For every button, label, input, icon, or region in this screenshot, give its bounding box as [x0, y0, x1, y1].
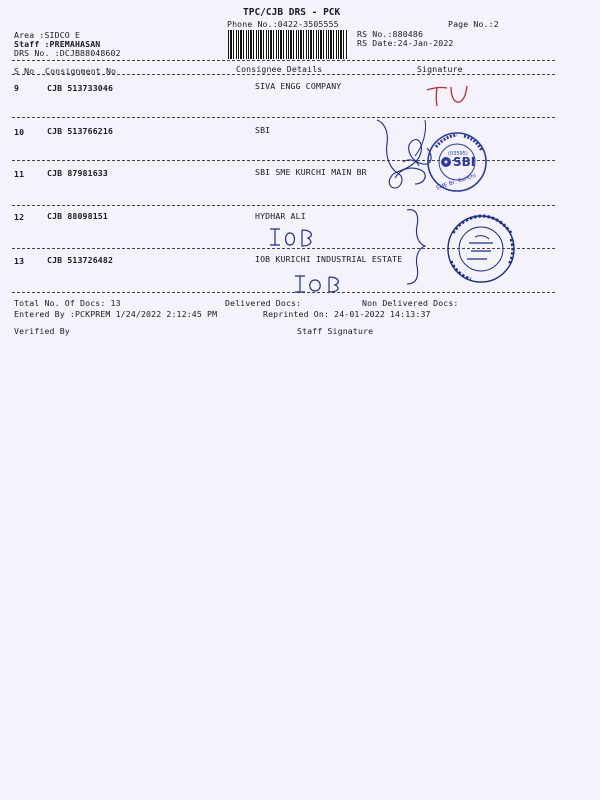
- row-divider: [12, 205, 555, 206]
- row-sno: 9: [14, 83, 20, 93]
- row-consignment: CJB 513733046: [47, 83, 114, 93]
- column-header-consignee: Consignee Details: [236, 64, 323, 74]
- row-consignment: CJB 88098151: [47, 211, 108, 221]
- handwritten-iob-row13: [293, 274, 349, 294]
- row-consignee: SIVA ENGG COMPANY: [255, 81, 342, 91]
- divider: [12, 74, 555, 75]
- verified-by: Verified By: [14, 326, 70, 336]
- drs-number: DRS No. :DCJB88048602: [14, 48, 121, 58]
- column-header-consignment: Consignment No: [45, 66, 117, 76]
- row-sno: 11: [14, 169, 25, 179]
- row-consignee: HYDHAR ALI: [255, 211, 306, 221]
- area-label: Area :SIDCO E: [14, 30, 81, 40]
- row-sno: 13: [14, 256, 25, 266]
- non-delivered-docs: Non Delivered Docs:: [362, 298, 459, 308]
- page-number: Page No.:2: [448, 19, 499, 29]
- staff-signature: Staff Signature: [297, 326, 374, 336]
- divider: [12, 60, 555, 61]
- row-divider: [12, 292, 555, 293]
- staff-label: Staff :PREMAHASAN: [14, 39, 101, 49]
- barcode: [228, 30, 348, 59]
- delivered-docs: Delivered Docs:: [225, 298, 302, 308]
- sbi-branch-name: SME Br, Kurichi: [435, 173, 477, 192]
- document-title: TPC/CJB DRS - PCK: [243, 7, 341, 18]
- row-divider: [12, 117, 555, 118]
- row-consignee: SBI: [255, 125, 271, 135]
- row-sno: 12: [14, 212, 25, 222]
- sbi-logo-text: SBI: [453, 155, 476, 169]
- sbi-branch-code: (03595): [448, 151, 468, 157]
- sbi-stamp: [426, 131, 488, 193]
- row-consignment: CJB 513726482: [47, 255, 114, 265]
- row-consignee: SBI SME KURCHI MAIN BR: [255, 167, 367, 177]
- handwritten-iob-row12: [268, 226, 318, 248]
- phone-number: Phone No.:0422-3505555: [227, 19, 339, 29]
- column-header-signature: Signature: [417, 64, 463, 74]
- total-docs: Total No. Of Docs: 13: [14, 298, 121, 308]
- reprinted-on: Reprinted On: 24-01-2022 14:13:37: [263, 309, 431, 319]
- iob-stamp: [441, 213, 523, 283]
- handwritten-bracket: [405, 208, 435, 286]
- column-header-sno: S No: [14, 66, 35, 76]
- rs-number: RS No.:880486: [357, 29, 424, 39]
- rs-date: RS Date:24-Jan-2022: [357, 38, 454, 48]
- entered-by: Entered By :PCKPREM 1/24/2022 2:12:45 PM: [14, 309, 218, 319]
- handwritten-signature-tu: [425, 84, 475, 108]
- row-consignment: CJB 513766216: [47, 126, 114, 136]
- row-consignment: CJB 87981633: [47, 168, 108, 178]
- row-sno: 10: [14, 127, 25, 137]
- row-consignee: IOB KURICHI INDUSTRIAL ESTATE: [255, 254, 403, 264]
